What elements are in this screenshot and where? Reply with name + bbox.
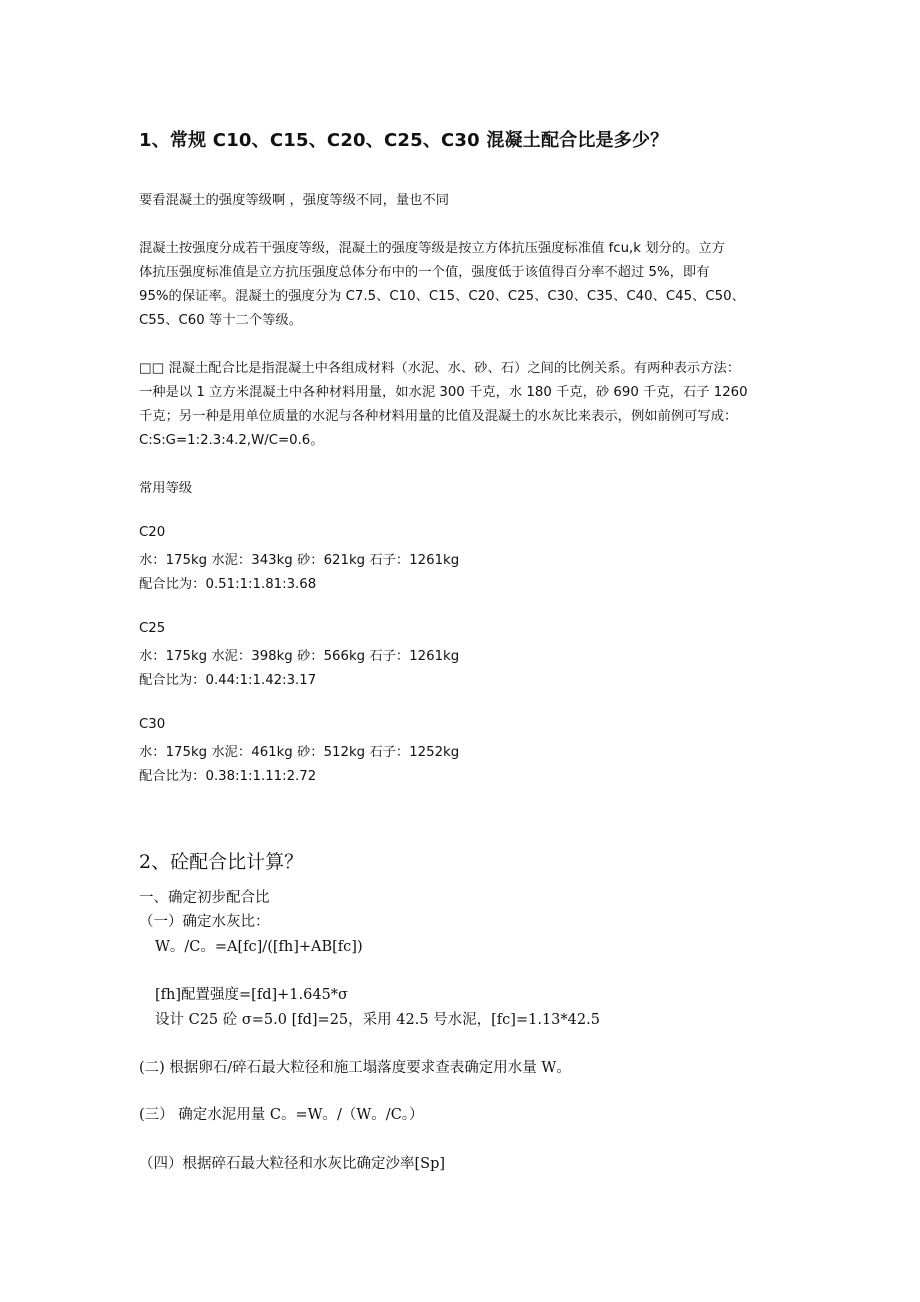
step1a-heading: （一）确定水灰比： [139, 914, 270, 930]
para2-line-3: 千克；另一种是用单位质量的水泥与各种材料用量的比值及混凝土的水灰比来表示，例如前例可写成： [139, 409, 738, 424]
grade-c30-name: C30 [139, 717, 166, 732]
grade-c30-ratio: 配合比为：0.38:1:1.11:2.72 [139, 769, 317, 784]
grade-c25-ratio: 配合比为：0.44:1:1.42:3.17 [139, 673, 317, 688]
formula-design-strength: [fh]配置强度=[fd]+1.645*σ [155, 987, 348, 1003]
common-grades-label: 常用等级 [139, 481, 193, 496]
step4-text: （四）根据碎石最大粒径和水灰比确定沙率[Sp] [139, 1156, 446, 1172]
section1-intro: 要看混凝土的强度等级啊 ，强度等级不同，量也不同 [139, 193, 450, 208]
para2-line-2: 一种是以 1 立方米混凝土中各种材料用量，如水泥 300 千克，水 180 千克，砂 690 千克，石子 1260 [139, 385, 748, 400]
section1-title: 1、常规 C10、C15、C20、C25、C30 混凝土配合比是多少？ [139, 130, 669, 151]
step2-text: (二) 根据卵石/碎石最大粒径和施工塌落度要求查表确定用水量 W。 [139, 1060, 571, 1076]
para2-line-4: C:S:G=1:2.3:4.2,W/C=0.6。 [139, 433, 324, 448]
grade-c25-materials: 水：175kg 水泥：398kg 砂：566kg 石子：1261kg [139, 649, 460, 664]
step3-text: (三） 确定水泥用量 C。=W。/（W。/C。） [139, 1107, 424, 1123]
para1-line-1: 混凝土按强度分成若干强度等级，混凝土的强度等级是按立方体抗压强度标准值 fcu,k 划分的。立方 [139, 241, 725, 256]
para2-line-1: □□ 混凝土配合比是指混凝土中各组成材料（水泥、水、砂、石）之间的比例关系。有两种表示方法： [139, 361, 741, 376]
grade-c20-ratio: 配合比为：0.51:1:1.81:3.68 [139, 577, 317, 592]
formula-c25-params: 设计 C25 砼 σ=5.0 [fd]=25，采用 42.5 号水泥，[fc]=1.13*42.5 [155, 1012, 600, 1028]
grade-c30-materials: 水：175kg 水泥：461kg 砂：512kg 石子：1252kg [139, 745, 460, 760]
formula-water-cement: W。/C。=A[fc]/([fh]+AB[fc]) [155, 939, 363, 955]
grade-c20-name: C20 [139, 525, 166, 540]
section2-title: 2、砼配合比计算？ [139, 851, 304, 873]
grade-c25-name: C25 [139, 621, 166, 636]
para1-line-3: 95%的保证率。混凝土的强度分为 C7.5、C10、C15、C20、C25、C30、C35、C40、C45、C50、 [139, 289, 745, 304]
para1-line-4: C55、C60 等十二个等级。 [139, 313, 303, 328]
grade-c20-materials: 水：175kg 水泥：343kg 砂：621kg 石子：1261kg [139, 553, 460, 568]
para1-line-2: 体抗压强度标准值是立方抗压强度总体分布中的一个值，强度低于该值得百分率不超过 5%，即有 [139, 265, 710, 280]
step1-heading: 一、确定初步配合比 [139, 890, 270, 906]
